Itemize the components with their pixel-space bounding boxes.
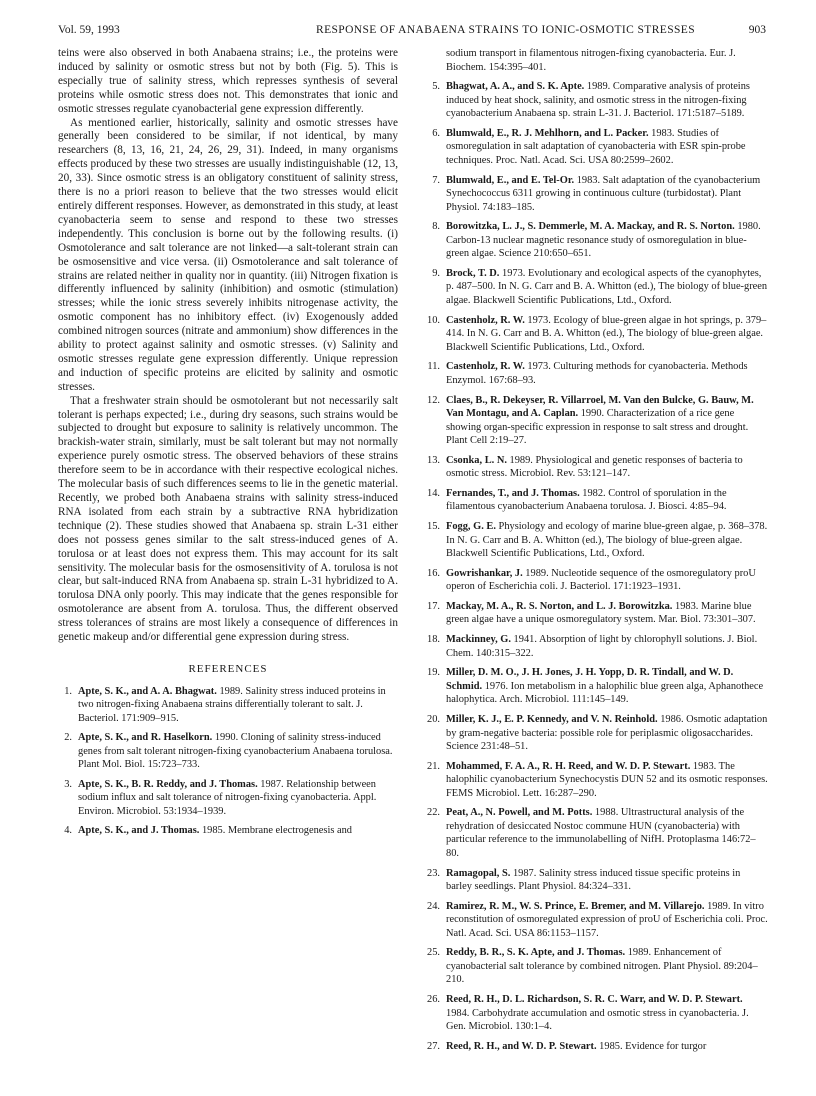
reference-number: 26. [427,994,440,1006]
reference-authors: Blumwald, E., and E. Tel-Or. [446,174,575,186]
reference-item [426,267,768,308]
references-list-right [426,80,768,1053]
reference-number: 22. [427,807,440,819]
reference-item [426,946,768,987]
reference-text: 1989. In vitro reconstitution of osmoregulated expression of proU of Escherichia coli. Proc. Natl. Acad. Sci. USA 86:1153–1157. [446,900,768,939]
reference-number: 17. [427,600,440,612]
reference-number: 4. [64,825,72,837]
reference-text: 1973. Culturing methods for cyanobacteria. Methods Enzymol. 167:68–93. [446,361,748,386]
reference-text: 1986. Osmotic adaptation by gram-negative bacteria: possible role for periplasmic oligosaccharides. Science 231:48–51. [446,714,768,752]
running-header [58,24,766,40]
reference-number: 9. [432,267,440,279]
reference-authors: Ramirez, R. M., W. S. Prince, E. Bremer, and M. Villarejo. [446,900,705,912]
reference-number: 13. [427,454,440,466]
reference-item [426,314,768,355]
reference-item [426,1040,768,1054]
reference-authors: Apte, S. K., and J. Thomas. [78,825,200,837]
reference-authors: Castenholz, R. W. [446,314,525,326]
reference-item [426,900,768,941]
reference-text: 1985. Membrane electrogenesis and [199,825,352,837]
reference-number: 18. [427,634,440,646]
reference-number: 24. [427,900,440,912]
reference-number: 8. [432,221,440,233]
reference-authors: Fernandes, T., and J. Thomas. [446,487,580,499]
reference-number: 7. [432,174,440,186]
reference-item [426,174,768,215]
reference-text: 1989. Physiological and genetic responses of bacteria to osmotic stress. Microbiol. Rev. 53:121–147. [446,454,743,480]
reference-authors: Borowitzka, L. J., S. Demmerle, M. A. Mackay, and R. S. Norton. [446,221,735,233]
reference-item [58,778,398,819]
reference-text: 1973. Evolutionary and ecological aspects of the cyanophytes, p. 487–500. In N. G. Carr and B. A. Whitton (ed.), The biology of blue-green algae. Blackwell Scientific Publications, Ltd., Oxford. [446,267,768,306]
reference-text: 1983. Studies of osmoregulation in salt adaptation of cyanobacteria with ESR spin-probe techniques. Proc. Natl. Acad. Sci. USA 80:2599–2602. [446,127,746,166]
body-paragraph: As mentioned earlier, historically, salinity and osmotic stresses have generally been considered to be similar, if not identical, by many researchers (8, 13, 16, 21, 24, 26, 29, 31). Indeed, in many organisms effects produced by these two stresses are usually indistinguishable (12, 13, 20, 33). Since osmotic stress is an obligatory constituent of salinity stress, there is no a priori reason to believe that the two stresses would elicit entirely different responses. However, as demonstrated in this study, at least cyanobacteria seem to sense and respond to these two stresses independently. This conclusion is borne out by the following results. (i) Osmotolerance and salt tolerance are not linked—a salt-tolerant strain can be osmosensitive and vice versa. (ii) Osmotolerance and salt tolerance of strains are related neither in quality nor in quantity. (iii) Nitrogen fixation is differently influenced by salinity (inhibition) and osmotic (stimulation) stresses; while the ionic stress severely inhibits nitrogenase activity, the osmotic component has no inhibitory effect. (iv) Exogenously added combined nitrogen sources (nitrate and ammonium) show differences in the ability to protect against salinity and osmotic stresses. (v) Salinity and osmotic stresses regulate gene expression differently. Unique repression and induction of specific proteins are elicited by salinity and osmotic stresses. [58,116,398,393]
reference-item [426,487,768,514]
reference-number: 19. [427,667,440,679]
reference-authors: Brock, T. D. [446,267,500,279]
reference-number: 16. [427,567,440,579]
reference-text: 1976. Ion metabolism in a halophilic blue green alga, Aphanothece halophytica. Arch. Microbiol. 111:145–149. [446,680,764,706]
reference-number: 1. [64,685,72,697]
reference-number: 2. [64,732,72,744]
reference-item [426,993,768,1034]
reference-item [426,867,768,894]
reference-text: 1984. Carbohydrate accumulation and osmotic stress in cyanobacteria. J. Gen. Microbiol. 130:1–4. [446,1007,749,1033]
reference-text: 1989. Salinity stress induced proteins in two nitrogen-fixing Anabaena strains differentially tolerant to salt. J. Bacteriol. 171:909–915. [78,685,386,724]
reference-text: 1989. Comparative analysis of proteins induced by heat shock, salinity, and osmotic stress in the nitrogen-fixing cyanobacterium Anabaena sp. strain L-31. J. Bacteriol. 171:5187–5189. [446,81,750,120]
reference-item [426,520,768,561]
reference-authors: Ramagopal, S. [446,867,511,879]
reference-authors: Apte, S. K., and A. A. Bhagwat. [78,685,217,697]
reference-text: 1973. Ecology of blue-green algae in hot springs, p. 379–414. In N. G. Carr and B. A. Whitton (ed.), The biology of blue-green algae. Blackwell Scientific Publications, Ltd., Oxford. [446,314,767,353]
reference-authors: Mohammed, F. A. A., R. H. Reed, and W. D. P. Stewart. [446,760,691,772]
reference-authors: Miller, K. J., E. P. Kennedy, and V. N. Reinhold. [446,714,658,725]
reference-authors: Bhagwat, A. A., and S. K. Apte. [446,81,585,93]
reference-text: 1990. Cloning of salinity stress-induced genes from salt tolerant nitrogen-fixing cyanobacterium Anabaena torulosa. Plant Mol. Biol. 15:723–733. [78,732,393,771]
reference-text: 1983. The halophilic cyanobacterium Synechocystis DUN 52 and its osmotic responses. FEMS Microbiol. Lett. 16:287–290. [446,760,768,799]
reference-authors: Csonka, L. N. [446,454,507,466]
reference-number: 6. [432,127,440,139]
right-column [426,47,768,1060]
reference-item [58,685,398,726]
reference-item [426,600,768,627]
reference-continuation [426,47,768,74]
left-column [58,47,398,844]
body-paragraph: teins were also observed in both Anabaena strains; i.e., the proteins were induced by salinity or osmotic stress but not by both (Fig. 5). This is especially true of salinity stress, which represses synthesis of several proteins while osmotic stress does not. This demonstrates that ionic and osmotic stresses regulate cyanobacterial gene expression differently. [58,47,398,115]
reference-text: 1985. Evidence for turgor [596,1040,707,1052]
reference-authors: Peat, A., N. Powell, and M. Potts. [446,807,593,819]
reference-authors: Reed, R. H., and W. D. P. Stewart. [446,1040,597,1052]
reference-number: 23. [427,867,440,879]
reference-authors: Mackay, M. A., R. S. Norton, and L. J. Borowitzka. [446,600,673,612]
reference-text: 1989. Enhancement of cyanobacterial salt tolerance by combined nitrogen. Plant Physiol. 89:204–210. [446,947,758,986]
reference-text: 1988. Ultrastructural analysis of the rehydration of desiccated Nostoc commune HUN (cyanobacteria) with particular reference to the immunolabelling of NifH. Protoplasma 146:72–80. [446,807,756,859]
reference-item [426,454,768,481]
reference-item [426,80,768,121]
reference-text: 1983. Marine blue green algae have a unique osmoregulatory system. Mar. Biol. 73:301–307. [446,600,756,626]
reference-number: 20. [427,714,440,725]
reference-item [426,127,768,168]
reference-authors: Apte, S. K., and R. Haselkorn. [78,732,213,744]
reference-number: 3. [64,778,72,790]
reference-number: 12. [427,394,440,406]
reference-number: 21. [427,760,440,772]
reference-number: 10. [427,314,440,326]
reference-item [426,360,768,387]
reference-number: 14. [427,487,440,499]
reference-authors: Gowrishankar, J. [446,567,523,579]
reference-item [426,760,768,801]
reference-item [426,633,768,660]
reference-authors: Claes, B., R. Dekeyser, R. Villarroel, M. Van den Bulcke, G. Bauw, M. Van Montagu, and A. Caplan. [446,394,754,419]
reference-text: 1987. Relationship between sodium influx and salt tolerance of nitrogen-fixing cyanobacteria. Appl. Environ. Microbiol. 53:1934–1939. [78,778,377,817]
reference-authors: Reed, R. H., D. L. Richardson, S. R. C. Warr, and W. D. P. Stewart. [446,994,743,1006]
body-paragraph: That a freshwater strain should be osmotolerant but not necessarily salt tolerant is perhaps expected; i.e., during dry seasons, such strains would be subjected to drought but exposure to salinity is relatively uncommon. The brackish-water strain, similarly, must be salt tolerant but may not normally experience purely osmotic stress. The observed behaviors of these strains therefore seem to be in accordance with their respective ecological niches. The molecular basis of such differences seems to lie in the genetic material. Recently, we probed both Anabaena strains with salinity stress-induced RNA isolated from each strain by a subtractive RNA hybridization technique (2). These studies showed that Anabaena sp. strain L-31 either does not possess genes similar to the salt stress-induced genes of A. torulosa or at least does not express them. This may account for its salt sensitivity. The molecular basis for the osmosensitivity of A. torulosa is not clear, but salt-induced RNA from Anabaena sp. strain L-31 hybridized to A. torulosa DNA only poorly. This may indicate that the genes responsible for osmotolerance are absent from A. torulosa. Thus, the different observed stress tolerances of strains are most likely a consequence of differences in genetic makeup and/or differential gene expression during stress. [58,394,398,644]
reference-item [58,731,398,772]
reference-item [426,567,768,594]
reference-text: 1980. Carbon-13 nuclear magnetic resonance study of osmoregulation in blue-green algae. Science 210:650–651. [446,221,761,260]
reference-authors: Blumwald, E., R. J. Mehlhorn, and L. Packer. [446,127,649,139]
reference-number: 25. [427,947,440,959]
reference-text: 1990. Characterization of a rice gene showing organ-specific expression in response to salt stress and drought. Plant Cell 2:19–27. [446,408,749,446]
reference-item [58,824,398,838]
reference-authors: Mackinney, G. [446,634,511,646]
reference-text: 1982. Control of sporulation in the filamentous cyanobacterium Anabaena torulosa. J. Biosci. 4:85–94. [446,487,727,513]
reference-text: sodium transport in filamentous nitrogen-fixing cyanobacteria. Eur. J. Biochem. 154:395–401. [446,48,736,73]
reference-number: 11. [427,361,440,373]
reference-authors: Apte, S. K., B. R. Reddy, and J. Thomas. [78,778,258,790]
running-title: RESPONSE OF ANABAENA STRAINS TO IONIC-OSMOTIC STRESSES [316,24,696,36]
reference-item [426,806,768,860]
references-heading: REFERENCES [188,662,268,675]
references-list-left [58,685,398,838]
reference-authors: Reddy, B. R., S. K. Apte, and J. Thomas. [446,947,626,959]
reference-authors: Castenholz, R. W. [446,361,525,373]
reference-number: 15. [427,521,440,533]
reference-authors: Miller, D. M. O., J. H. Jones, J. H. Yopp, D. R. Tindall, and W. D. Schmid. [446,667,734,692]
reference-text: 1941. Absorption of light by chlorophyll solutions. J. Biol. Chem. 140:315–322. [446,634,758,659]
reference-text: 1989. Nucleotide sequence of the osmoregulatory proU operon of Escherichia coli. J. Bacteriol. 171:1923–1931. [446,567,756,593]
reference-item [426,666,768,707]
volume-label: Vol. 59, 1993 [58,24,120,36]
page-number: 903 [748,24,766,36]
reference-text: 1983. Salt adaptation of the cyanobacterium Synechococcus 6311 growing in continuous culture (turbidostat). Plant Physiol. 74:183–185. [446,174,761,213]
reference-number: 5. [432,81,440,93]
reference-number: 27. [427,1040,440,1052]
reference-text: 1987. Salinity stress induced tissue specific proteins in barley seedlings. Plant Physiol. 84:324–331. [446,867,741,893]
reference-text: Physiology and ecology of marine blue-green algae, p. 368–378. In N. G. Carr and B. A. Whitton (ed.), The biology of blue-green algae. Blackwell Scientific Publications, Ltd., Oxford. [446,521,768,560]
reference-authors: Fogg, G. E. [446,521,496,533]
reference-item [426,713,768,754]
reference-item [426,394,768,448]
reference-item [426,220,768,261]
